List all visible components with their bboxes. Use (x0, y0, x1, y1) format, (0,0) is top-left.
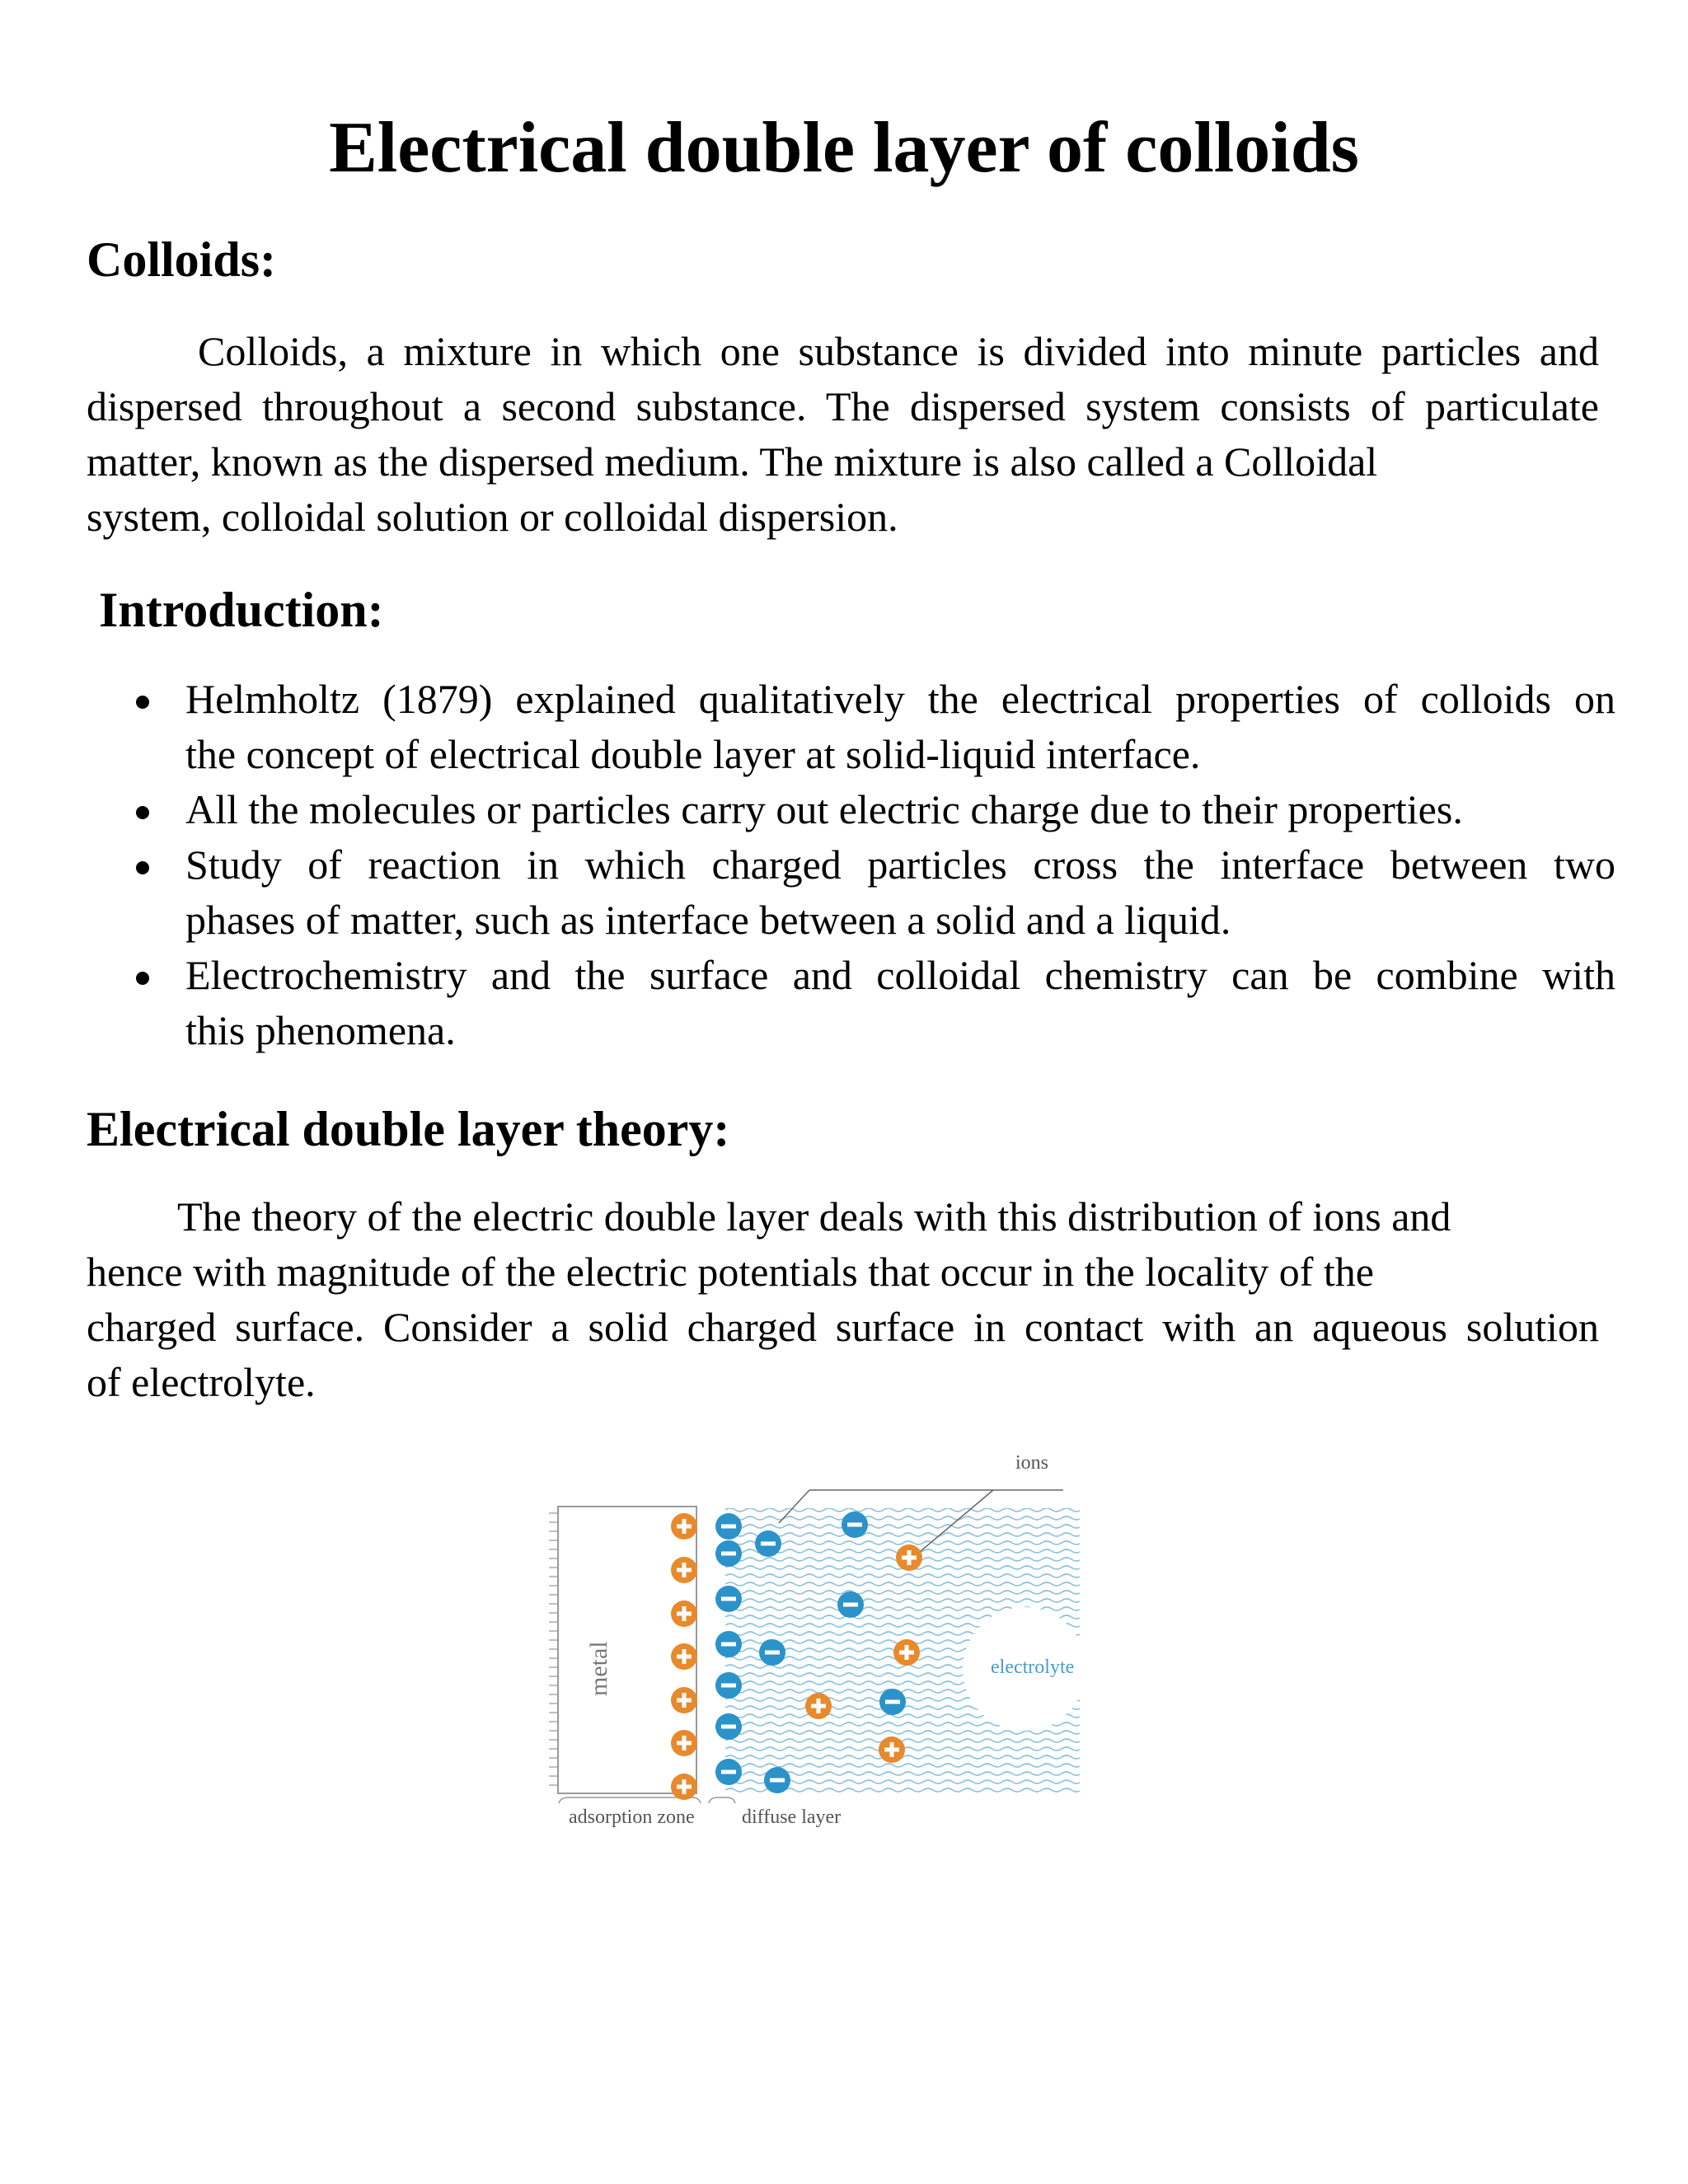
wave-line (725, 1607, 1101, 1610)
wave-line (725, 1599, 1101, 1602)
positive-ion-icon (671, 1601, 697, 1627)
wave-line (725, 1731, 1101, 1734)
bullet-dot-icon (136, 696, 149, 709)
negative-ion-icon (837, 1591, 864, 1618)
wave-line (725, 1533, 1101, 1536)
negative-ion-icon (715, 1713, 742, 1740)
negative-ion-icon (715, 1586, 742, 1612)
colloids-line-2: dispersed throughout a second substance. The dispersed system consists of particulate (87, 383, 1599, 429)
colloids-line-3: matter, known as the dispersed medium. The mixture is also called a Colloidal (87, 438, 1378, 485)
list-item (132, 948, 1615, 1058)
list-item (132, 837, 1615, 948)
theory-line-2: hence with magnitude of the electric potentials that occur in the locality of the (87, 1249, 1374, 1295)
negative-ion-icon (879, 1689, 906, 1715)
wave-line (725, 1582, 1101, 1586)
negative-ion-icon (715, 1631, 742, 1657)
bullet-3-line-2: phases of matter, such as interface between a solid and a liquid. (185, 897, 1231, 943)
ions-leader-line (915, 1490, 993, 1556)
negative-ion-icon (715, 1540, 742, 1567)
ions-group (671, 1511, 922, 1800)
bullet-4-line-2: this phenomena. (185, 1007, 456, 1053)
diffuse-layer-brace (709, 1797, 735, 1803)
wave-line (725, 1508, 1101, 1511)
wave-line (725, 1739, 1101, 1742)
diffuse-layer-label: diffuse layer (742, 1807, 842, 1828)
positive-ion-icon (671, 1730, 697, 1756)
theory-line-4: of electrolyte. (87, 1359, 316, 1405)
metal-hatch (549, 1513, 557, 1785)
list-item (132, 672, 1615, 782)
negative-ion-icon (759, 1639, 785, 1666)
introduction-heading: Introduction: (99, 583, 384, 637)
positive-ion-icon (893, 1639, 920, 1666)
negative-ion-icon (842, 1511, 868, 1538)
ions-label: ions (1015, 1452, 1049, 1474)
bullet-4-line-1: Electrochemistry and the surface and colloidal chemistry can be combine with (185, 952, 1615, 998)
colloids-line-1: Colloids, a mixture in which one substance is divided into minute particles and (198, 328, 1599, 374)
double-layer-figure (544, 1434, 1121, 1879)
colloids-line-4: system, colloidal solution or colloidal dispersion. (87, 494, 898, 540)
positive-ion-icon (671, 1513, 697, 1540)
bullet-3-line-1: Study of reaction in which charged particles cross the interface between two (185, 841, 1615, 888)
positive-ion-icon (805, 1693, 832, 1719)
negative-ion-icon (755, 1530, 781, 1557)
wave-line (725, 1764, 1101, 1767)
bullet-dot-icon (136, 972, 149, 985)
theory-paragraph (87, 1189, 1599, 1410)
bullet-dot-icon (136, 806, 149, 819)
metal-label: metal (585, 1641, 612, 1696)
bullet-2-line-1: All the molecules or particles carry out electric charge due to their properties. (185, 786, 1463, 832)
wave-line (725, 1574, 1101, 1577)
negative-ion-icon (764, 1767, 790, 1793)
wave-line (725, 1525, 1101, 1528)
positive-ion-icon (671, 1557, 697, 1583)
bullet-1-line-2: the concept of electrical double layer at solid-liquid interface. (185, 731, 1201, 777)
theory-line-3: charged surface. Consider a solid charged surface in contact with an aqueous solution (87, 1304, 1599, 1350)
introduction-bullet-list (132, 672, 1615, 1058)
positive-ion-icon (671, 1643, 697, 1670)
electrolyte-label: electrolyte (991, 1657, 1075, 1678)
theory-heading: Electrical double layer theory: (87, 1102, 730, 1156)
negative-ion-icon (715, 1759, 742, 1785)
wave-line (725, 1755, 1101, 1759)
positive-ion-icon (896, 1544, 922, 1571)
adsorption-zone-label: adsorption zone (569, 1807, 695, 1828)
colloids-paragraph (87, 324, 1599, 545)
list-item (132, 782, 1615, 837)
positive-ion-icon (671, 1774, 697, 1800)
negative-ion-icon (715, 1513, 742, 1540)
wave-line (725, 1541, 1101, 1544)
bullet-dot-icon (136, 861, 149, 874)
bullet-1-line-1: Helmholtz (1879) explained qualitatively the electrical properties of colloids on (185, 676, 1615, 722)
colloids-heading: Colloids: (87, 232, 277, 287)
theory-line-1: The theory of the electric double layer deals with this distribution of ions and (177, 1193, 1451, 1240)
positive-ion-icon (671, 1687, 697, 1713)
positive-ion-icon (879, 1736, 905, 1763)
negative-ion-icon (715, 1672, 742, 1699)
wave-line (725, 1747, 1101, 1750)
page-title: Electrical double layer of colloids (329, 108, 1359, 188)
wave-line (725, 1591, 1101, 1594)
